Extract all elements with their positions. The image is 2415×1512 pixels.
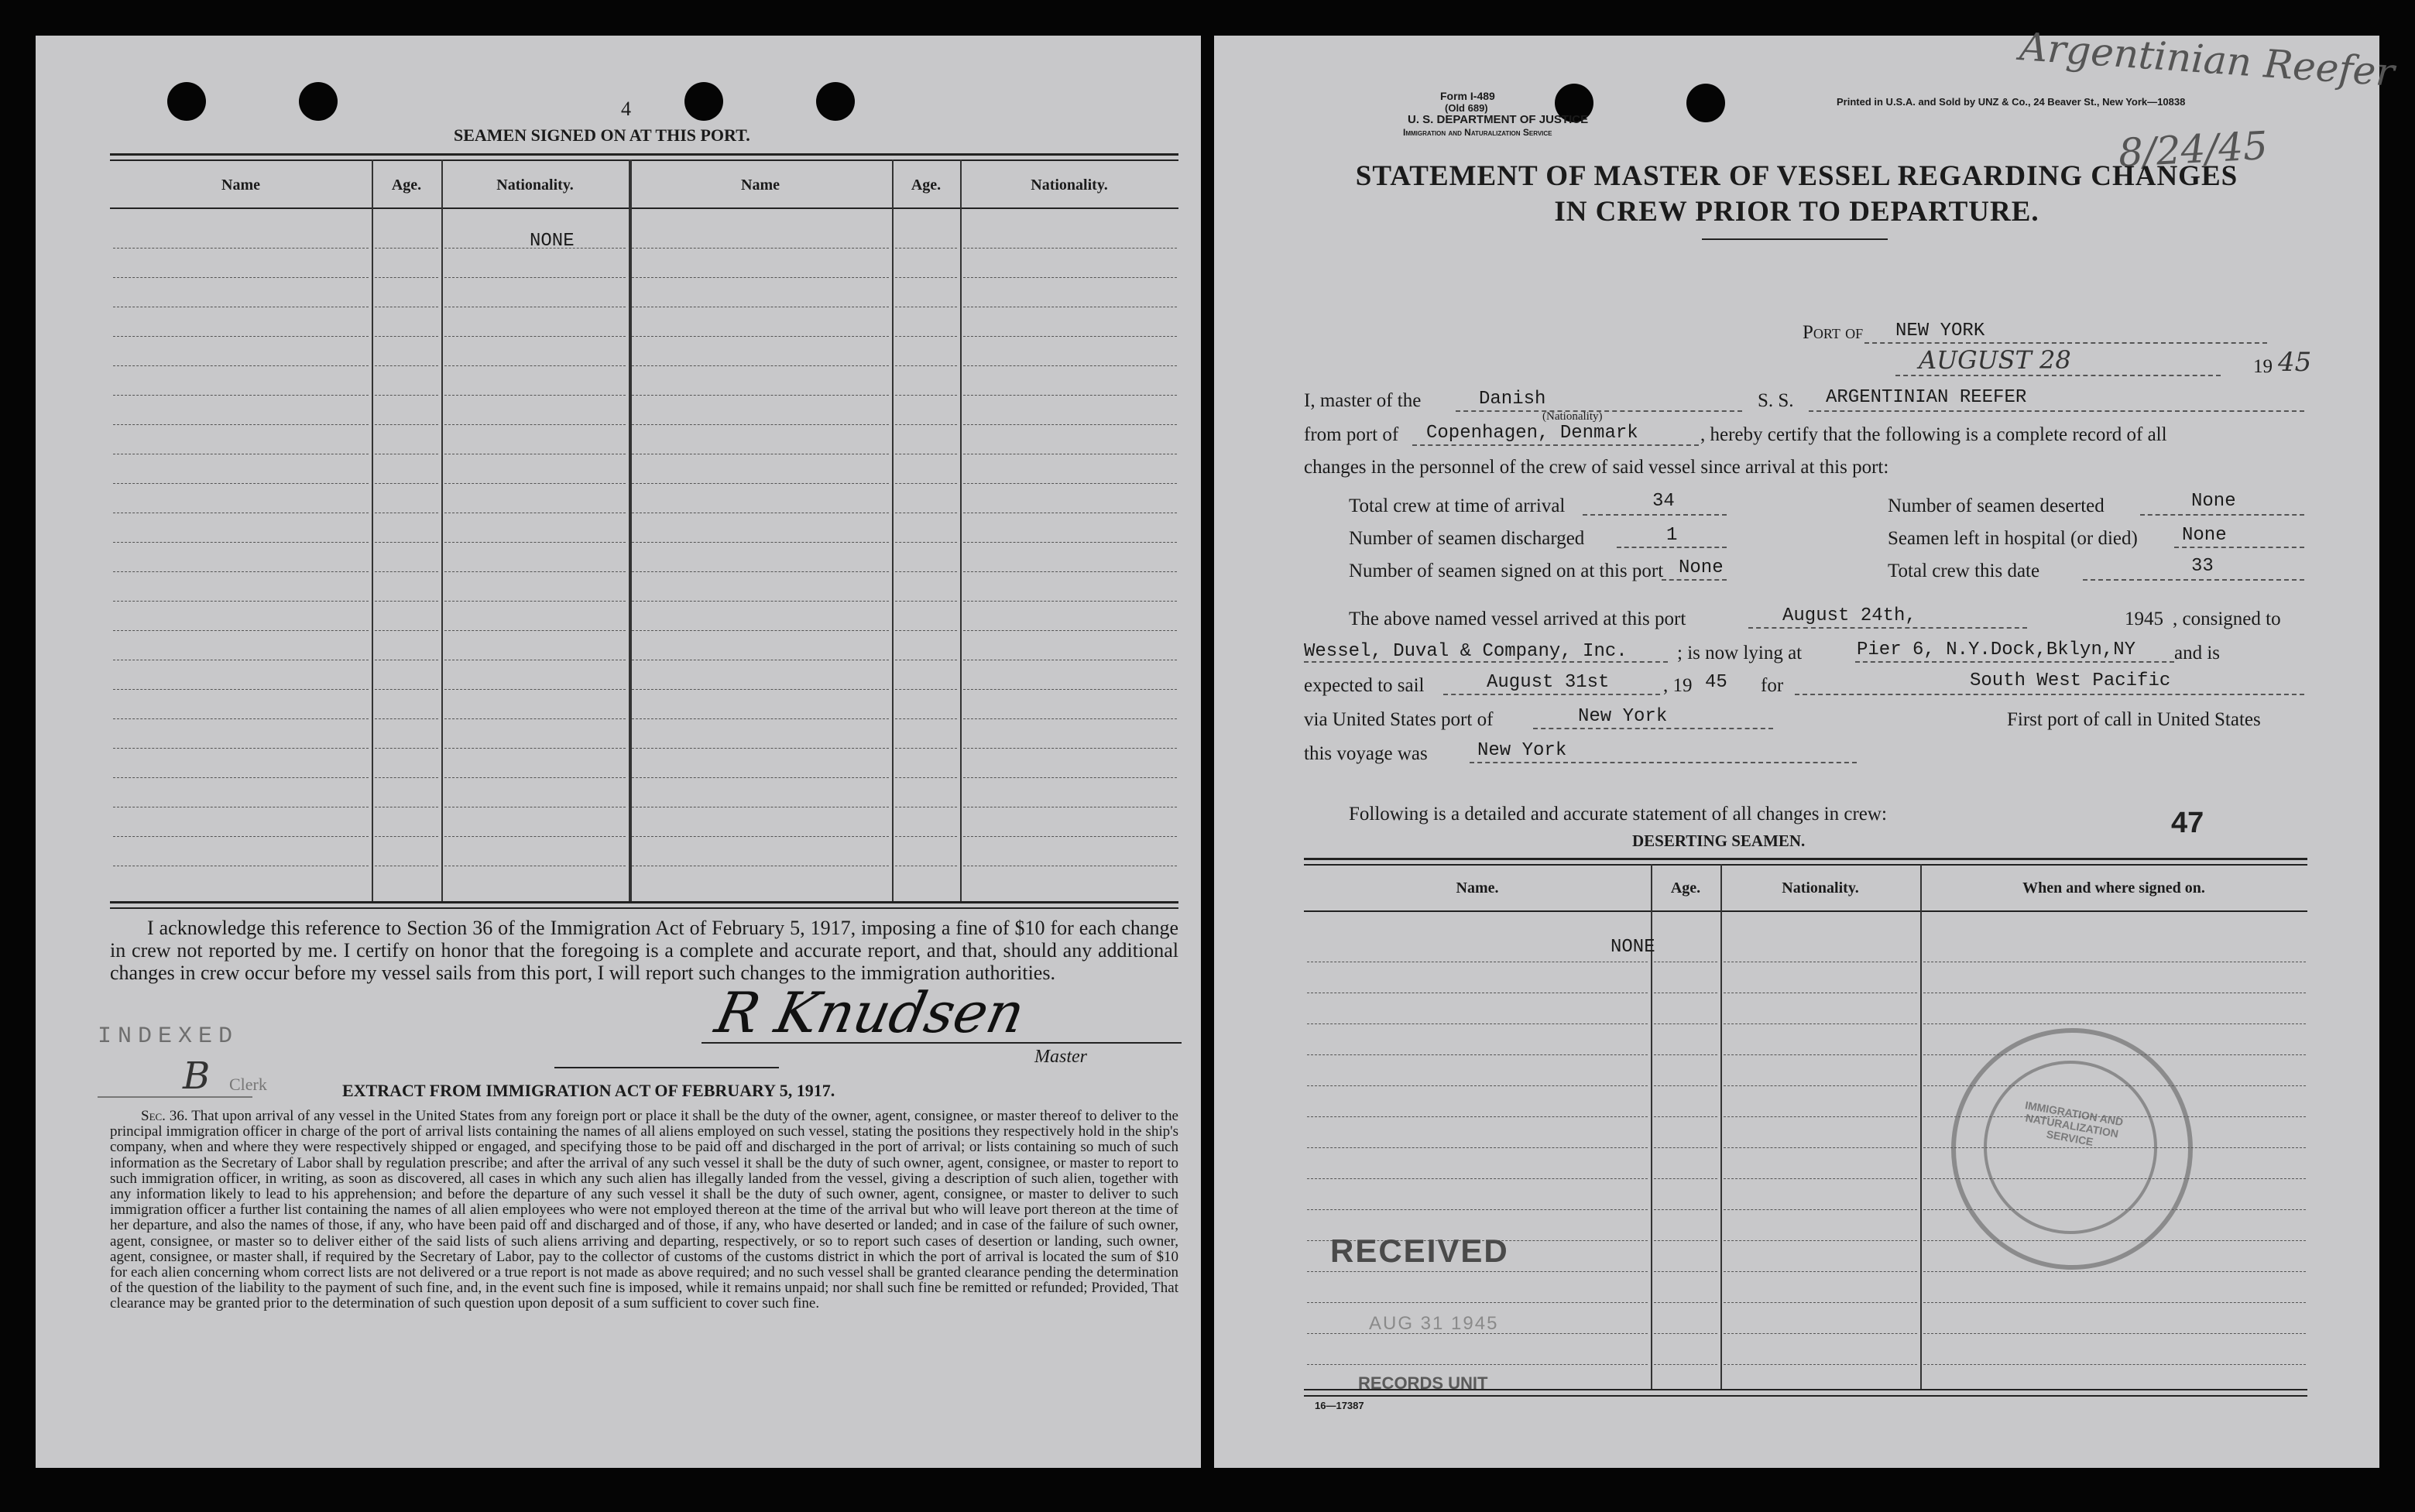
row-rule [1654,1302,1717,1303]
row-rule [1923,1333,2306,1334]
row-rule [632,836,889,837]
row-rule [1654,1147,1717,1148]
row-rule [963,336,1177,337]
title-rule [1702,238,1888,240]
row-rule [1654,1178,1717,1179]
row-rule [375,748,438,749]
row-rule [1724,1209,1917,1210]
handwritten-vessel-name: Argentinian Reefer [2018,24,2396,95]
header-age: Age. [1670,879,1701,897]
none-entry: NONE [530,231,575,252]
row-rule [632,777,889,778]
extract-rule [554,1067,779,1068]
following-text: Following is a detailed and accurate statement of all changes in crew: [1349,804,1887,825]
row-rule [375,365,438,366]
ss-label: S. S. [1758,390,1794,411]
column-divider [1720,864,1722,1389]
row-rule [375,630,438,631]
row-rule [444,277,626,278]
row-rule [895,748,957,749]
row-rule [963,483,1177,484]
deserted-value: None [2191,491,2236,512]
received-date: AUG 31 1945 [1369,1313,1499,1334]
row-rule [113,248,369,249]
stat-line [1583,514,1727,516]
row-rule [1307,1178,1648,1179]
row-rule [895,336,957,337]
destination-line [1795,694,2304,695]
nationality-caption: (Nationality) [1542,410,1603,423]
row-rule [1724,1271,1917,1272]
row-rule [444,542,626,543]
row-rule [1923,1302,2306,1303]
header-age: Age. [391,177,422,194]
row-rule [963,424,1177,425]
row-rule [963,718,1177,719]
stat-line [2083,579,2304,581]
row-rule [444,248,626,249]
row-rule [895,718,957,719]
master-prefix: I, master of the [1304,390,1422,411]
row-rule [1654,1240,1717,1241]
row-rule [375,542,438,543]
row-rule [113,277,369,278]
form-title-line1: STATEMENT OF MASTER OF VESSEL REGARDING CHANGES [1355,160,2238,192]
row-rule [113,689,369,690]
consignee-value: Wessel, Duval & Company, Inc. [1304,641,1628,662]
row-rule [632,630,889,631]
row-rule [375,777,438,778]
row-rule [632,571,889,572]
stat-line [1617,547,1727,548]
consignee-line [1304,661,1668,663]
row-rule [895,277,957,278]
left-page [36,36,1201,1468]
row-rule [632,689,889,690]
expected-value: August 31st [1487,672,1610,693]
date-line [1895,375,2221,376]
section-body: That upon arrival of any vessel in the United States from any foreign port or place it shall be the duty of the owner, agent, consignee, or master thereof to deliver to the principal immigration officer in charge of the port of arrival lists containing the names of all aliens employed on such vessel, stating the positions they respectively hold in the ship's company, when and where they were respectively shipped or engaged, and specifying those to be paid off and discharged in the port of arrival; or lists containing so much of such information as the Secretary of Labor shall by regulation prescribe; and after the arrival of any such vessel it shall be the duty of such owner, agent, consignee, or master to report to such immigration officer, in writing, as soon as discovered, all cases in which any such alien has illegally landed from the vessel, giving a description of such alien, together with any information likely to lead to his apprehension; and before the departure of any such vessel it shall be the duty of such owner, agent, consignee, or master to deliver to such immigration officer a further list containing the names of all alien employees who were not employed thereon at the time of the arrival but who will leave port thereon at the time of her departure, and also the names of those, if any, who have been paid off and discharged and of those, if any, who have deserted or landed; and in case of the failure of such owner, agent, consignee, or master so to deliver either of the said lists of such aliens arriving and departing, respectively, or so to report such cases of desertion or landing, such owner, agent, consignee, or master shall, if required by the Secretary of Labor, pay to the collector of customs of the customs district in which the port of arrival is located the sum of $10 for each alien concerning whom correct lists are not delivered or a true report is not made as above required; and no such vessel shall be granted clearance pending the determination of the question of the liability to the payment of such fine, and, in the event such fine is imposed, while it remains unpaid; nor shall such fine be remitted or refunded; Provided, That clearance may be granted prior to the determination of such question upon deposit of a sum sufficient to cover such fine. [110,1108,1178,1312]
row-rule [444,395,626,396]
records-unit-stamp: RECORDS UNIT [1358,1373,1488,1393]
from-port-line [1412,444,1699,446]
extract-text [110,1109,1178,1312]
lying-label: ; is now lying at [1677,643,1803,663]
row-rule [444,483,626,484]
master-signature: R Knudsen [710,980,1031,1045]
row-rule [375,277,438,278]
handwritten-date: 8/24/45 [2117,122,2269,177]
acknowledgement-text: I acknowledge this reference to Section 36 of the Immigration Act of February 5, 1917, imposing a fine of $10 for each change in crew not reported by me. I certify on honor that the foregoing is a complete and accurate report, and that, should any additional changes in crew occur before my vessel sails from this port, I will report such changes to the immigration authorities. [110,917,1178,984]
row-rule [375,336,438,337]
stat-line [2174,547,2304,548]
row-rule [895,571,957,572]
row-rule [632,718,889,719]
row-rule [113,571,369,572]
column-divider [372,159,373,901]
row-rule [1307,1147,1648,1148]
via-line [1533,728,1773,729]
voyage-label: this voyage was [1304,743,1428,764]
row-rule [113,748,369,749]
lying-value: Pier 6, N.Y.Dock,Bklyn,NY [1857,639,2136,660]
table-bottom-rule [110,901,1178,903]
printer-line: Printed in U.S.A. and Sold by UNZ & Co., 24 Beaver St., New York—10838 [1837,96,2186,108]
arrived-line [1748,627,2027,629]
right-page [1214,24,2396,1468]
via-value: New York [1578,706,1668,727]
punch-hole [684,82,723,121]
row-rule [1654,1023,1717,1024]
row-rule [895,365,957,366]
row-rule [895,630,957,631]
row-rule [1724,1147,1917,1148]
row-rule [963,748,1177,749]
row-rule [444,601,626,602]
row-rule [632,748,889,749]
round-stamp [1951,1028,2193,1270]
master-label: Master [1034,1047,1087,1067]
row-rule [1724,1333,1917,1334]
table-top-rule [1304,858,2307,860]
column-divider [441,159,443,901]
year-value: 45 [2278,347,2312,378]
stat-line [1662,579,1727,581]
form-title-line2: IN CREW PRIOR TO DEPARTURE. [1554,196,2039,228]
row-rule [1724,1364,1917,1365]
row-rule [113,836,369,837]
certify-text: , hereby certify that the following is a complete record of all [1700,424,2167,445]
row-rule [632,277,889,278]
punch-hole [299,82,338,121]
row-rule [1654,1085,1717,1086]
stat-line [2140,514,2304,516]
row-rule [963,630,1177,631]
arrived-value: August 24th, [1782,605,1916,626]
header-signed-on: When and where signed on. [2022,879,2205,897]
row-rule [113,336,369,337]
port-line [1864,342,2267,344]
row-rule [113,424,369,425]
consigned-label: , consigned to [2173,609,2281,629]
indexed-stamp: INDEXED [98,1023,239,1050]
row-rule [895,483,957,484]
total-date-label: Total crew this date [1888,561,2040,581]
signature-line [702,1042,1182,1044]
column-divider [960,159,962,901]
sail-year-prefix: , 19 [1663,675,1693,696]
row-rule [895,777,957,778]
for-label: for [1761,675,1784,696]
signed-value: None [1679,557,1724,578]
row-rule [963,836,1177,837]
page-number: 4 [621,98,631,120]
row-rule [1724,1023,1917,1024]
hospital-label: Seamen left in hospital (or died) [1888,528,2138,549]
row-rule [1923,1364,2306,1365]
clerk-line [98,1096,252,1098]
expected-label: expected to sail [1304,675,1425,696]
nationality-value: Danish [1479,389,1546,410]
row-rule [444,748,626,749]
row-rule [375,483,438,484]
row-rule [444,365,626,366]
row-rule [375,395,438,396]
header-name: Name. [1456,879,1499,897]
row-rule [444,777,626,778]
page-number-handwritten: 47 [2171,807,2204,839]
discharged-label: Number of seamen discharged [1349,528,1585,549]
row-rule [1654,1054,1717,1055]
row-rule [895,248,957,249]
round-stamp-text: IMMIGRATION AND NATURALIZATION SERVICE [2024,1099,2125,1148]
row-rule [1654,1209,1717,1210]
extract-title: EXTRACT FROM IMMIGRATION ACT OF FEBRUARY 5, 1917. [342,1081,835,1100]
table-top-rule [110,159,1178,161]
row-rule [1724,1116,1917,1117]
punch-hole [1686,84,1725,122]
row-rule [375,836,438,837]
from-port-value: Copenhagen, Denmark [1426,423,1638,444]
row-rule [632,601,889,602]
row-rule [963,689,1177,690]
discharged-value: 1 [1666,525,1678,546]
row-rule [1307,1085,1648,1086]
row-rule [1654,1364,1717,1365]
row-rule [1307,1302,1648,1303]
deserting-seamen-title: DESERTING SEAMEN. [1632,831,1806,850]
and-is-text: and is [2174,643,2221,663]
row-rule [444,336,626,337]
form-code: 16—17387 [1315,1400,1364,1411]
row-rule [895,542,957,543]
hospital-value: None [2182,525,2227,546]
clerk-initials: B [183,1054,211,1098]
row-rule [1724,1240,1917,1241]
row-rule [113,777,369,778]
row-rule [963,601,1177,602]
row-rule [1724,1085,1917,1086]
row-rule [963,571,1177,572]
arrived-label: The above named vessel arrived at this port [1349,609,1686,629]
service-name: Immigration and Naturalization Service [1403,127,1552,138]
total-date-value: 33 [2191,556,2214,577]
header-nationality: Nationality. [1782,879,1859,897]
row-rule [1654,1271,1717,1272]
year-prefix: 19 [2253,356,2273,377]
row-rule [963,777,1177,778]
row-rule [444,424,626,425]
row-rule [632,542,889,543]
row-rule [895,424,957,425]
row-rule [113,718,369,719]
row-rule [1654,1116,1717,1117]
header-age: Age. [911,177,942,194]
row-rule [444,630,626,631]
received-stamp: RECEIVED [1330,1233,1509,1269]
vessel-line [1809,410,2304,412]
row-rule [963,248,1177,249]
via-label: via United States port of [1304,709,1494,730]
row-rule [1307,1364,1648,1365]
date-value: AUGUST 28 [1919,345,2071,375]
port-label: Port of [1803,322,1864,343]
row-rule [963,542,1177,543]
voyage-value: New York [1477,740,1567,761]
signed-label: Number of seamen signed on at this port [1349,561,1664,581]
table-header-rule [1304,910,2307,912]
row-rule [1307,1209,1648,1210]
row-rule [444,689,626,690]
row-rule [1923,1271,2306,1272]
row-rule [113,630,369,631]
row-rule [375,689,438,690]
row-rule [1724,1054,1917,1055]
none-entry: NONE [1611,937,1655,958]
row-rule [632,248,889,249]
expected-line [1443,694,1660,695]
changes-text: changes in the personnel of the crew of said vessel since arrival at this port: [1304,457,1889,478]
row-rule [1307,1116,1648,1117]
row-rule [113,601,369,602]
seamen-signed-title: SEAMEN SIGNED ON AT THIS PORT. [454,125,750,145]
row-rule [444,718,626,719]
port-value: NEW YORK [1895,321,1985,341]
header-nationality: Nationality. [496,177,574,194]
row-rule [1307,1023,1648,1024]
row-rule [632,365,889,366]
clerk-label: Clerk [229,1075,267,1094]
row-rule [444,571,626,572]
row-rule [895,836,957,837]
table-top-rule [1304,864,2307,866]
row-rule [1654,1333,1717,1334]
header-name: Name [741,177,780,194]
row-rule [895,395,957,396]
table-top-rule [110,153,1178,156]
total-arrival-label: Total crew at time of arrival [1349,495,1566,516]
row-rule [1724,1302,1917,1303]
row-rule [632,395,889,396]
row-rule [375,571,438,572]
row-rule [1923,1023,2306,1024]
row-rule [113,365,369,366]
row-rule [1307,1271,1648,1272]
row-rule [1307,1054,1648,1055]
from-port-label: from port of [1304,424,1399,445]
row-rule [895,601,957,602]
voyage-line [1470,762,1857,763]
table-header-rule [110,207,1178,209]
row-rule [113,542,369,543]
row-rule [375,424,438,425]
first-port-label: First port of call in United States [2007,709,2261,730]
row-rule [375,601,438,602]
column-divider [892,159,894,901]
row-rule [895,689,957,690]
table-bottom-rule [1304,1395,2307,1397]
sail-year: 45 [1705,672,1727,693]
row-rule [1724,1178,1917,1179]
header-name: Name [221,177,260,194]
arrived-year: 1945 [2125,609,2163,629]
row-rule [963,365,1177,366]
total-arrival-value: 34 [1652,491,1675,512]
row-rule [113,483,369,484]
column-divider [1920,864,1922,1389]
destination-value: South West Pacific [1970,670,2171,691]
row-rule [375,248,438,249]
section-label: Sec. 36. [141,1108,188,1124]
row-rule [632,483,889,484]
form-old-number: (Old 689) [1445,102,1488,114]
punch-hole [816,82,855,121]
row-rule [632,424,889,425]
form-number: Form I-489 [1440,90,1495,102]
lying-line [1855,661,2174,663]
row-rule [963,277,1177,278]
row-rule [444,836,626,837]
department-name: U. S. DEPARTMENT OF JUSTICE [1408,113,1589,126]
column-divider [629,159,632,901]
row-rule [632,336,889,337]
row-rule [375,718,438,719]
row-rule [963,395,1177,396]
vessel-name: ARGENTINIAN REEFER [1826,387,2027,408]
row-rule [113,395,369,396]
header-nationality: Nationality. [1031,177,1108,194]
punch-hole [167,82,206,121]
table-bottom-rule [110,907,1178,909]
deserted-label: Number of seamen deserted [1888,495,2105,516]
